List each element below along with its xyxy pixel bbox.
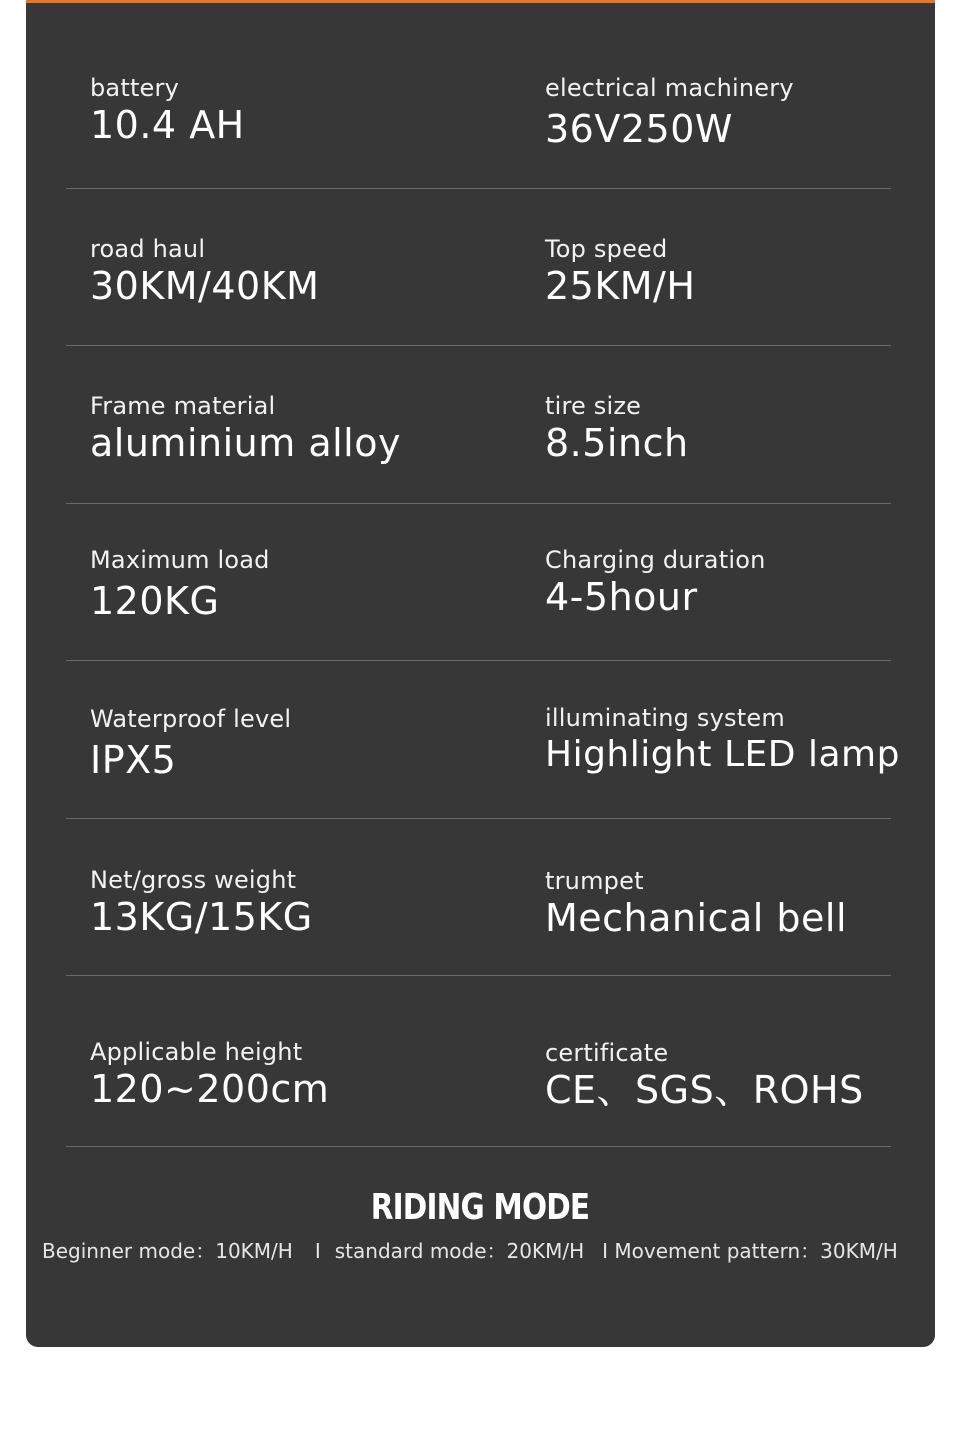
spec-waterproof-level bbox=[90, 704, 291, 782]
row-divider bbox=[66, 818, 891, 819]
spec-top-speed bbox=[545, 234, 695, 308]
spec-label: Frame material bbox=[90, 392, 276, 420]
spec-label: Top speed bbox=[545, 235, 668, 263]
spec-label: electrical machinery bbox=[545, 74, 794, 102]
row-divider bbox=[66, 975, 891, 976]
spec-applicable-height bbox=[90, 1037, 329, 1111]
row-divider bbox=[66, 188, 891, 189]
spec-label: Maximum load bbox=[90, 546, 270, 574]
spec-road-haul bbox=[90, 234, 319, 308]
row-divider bbox=[66, 660, 891, 661]
spec-charging-duration bbox=[545, 545, 766, 619]
accent-line bbox=[26, 0, 935, 3]
spec-tire-size bbox=[545, 391, 689, 465]
spec-net-gross-weight bbox=[90, 865, 313, 939]
spec-value: 120KG bbox=[90, 579, 220, 623]
spec-maximum-load bbox=[90, 545, 270, 623]
beginner-mode: Beginner mode：10KM/H bbox=[42, 1239, 293, 1263]
spec-label: tire size bbox=[545, 392, 642, 420]
spec-value: 36V250W bbox=[545, 107, 733, 151]
movement-mode: I Movement pattern：30KM/H bbox=[602, 1239, 898, 1263]
spec-electrical-machinery bbox=[545, 73, 794, 151]
row-divider bbox=[66, 503, 891, 504]
spec-value: 25KM/H bbox=[545, 264, 696, 308]
spec-label: battery bbox=[90, 74, 179, 102]
riding-mode-title: RIDING MODE bbox=[370, 1187, 590, 1228]
spec-label: trumpet bbox=[545, 867, 644, 895]
spec-label: Net/gross weight bbox=[90, 866, 297, 894]
row-divider bbox=[66, 345, 891, 346]
spec-frame-material bbox=[90, 391, 401, 465]
spec-panel bbox=[26, 0, 935, 1347]
spec-illuminating-system bbox=[545, 703, 900, 777]
spec-trumpet bbox=[545, 866, 847, 940]
spec-value: Mechanical bell bbox=[545, 896, 847, 940]
spec-value: aluminium alloy bbox=[90, 421, 401, 465]
spec-battery bbox=[90, 73, 245, 147]
spec-certificate bbox=[545, 1038, 864, 1112]
spec-value: IPX5 bbox=[90, 738, 177, 782]
spec-value: 13KG/15KG bbox=[90, 895, 313, 939]
spec-value: 10.4 AH bbox=[90, 103, 245, 147]
spec-value: 120~200cm bbox=[90, 1067, 330, 1111]
spec-value: 30KM/40KM bbox=[90, 264, 320, 308]
spec-label: illuminating system bbox=[545, 704, 785, 732]
spec-value: Highlight LED lamp bbox=[545, 734, 900, 775]
row-divider bbox=[66, 1146, 891, 1147]
standard-mode: standard mode：20KM/H bbox=[334, 1239, 585, 1263]
spec-value: 4-5hour bbox=[545, 575, 698, 619]
spec-label: Charging duration bbox=[545, 546, 766, 574]
spec-label: Waterproof level bbox=[90, 705, 292, 733]
spec-label: road haul bbox=[90, 235, 206, 263]
spec-label: Applicable height bbox=[90, 1038, 303, 1066]
spec-value: 8.5inch bbox=[545, 421, 689, 465]
spec-label: certificate bbox=[545, 1039, 669, 1067]
spec-value: CE、SGS、ROHS bbox=[545, 1068, 864, 1112]
mode-separator: I bbox=[314, 1239, 321, 1263]
riding-modes bbox=[42, 1237, 922, 1265]
